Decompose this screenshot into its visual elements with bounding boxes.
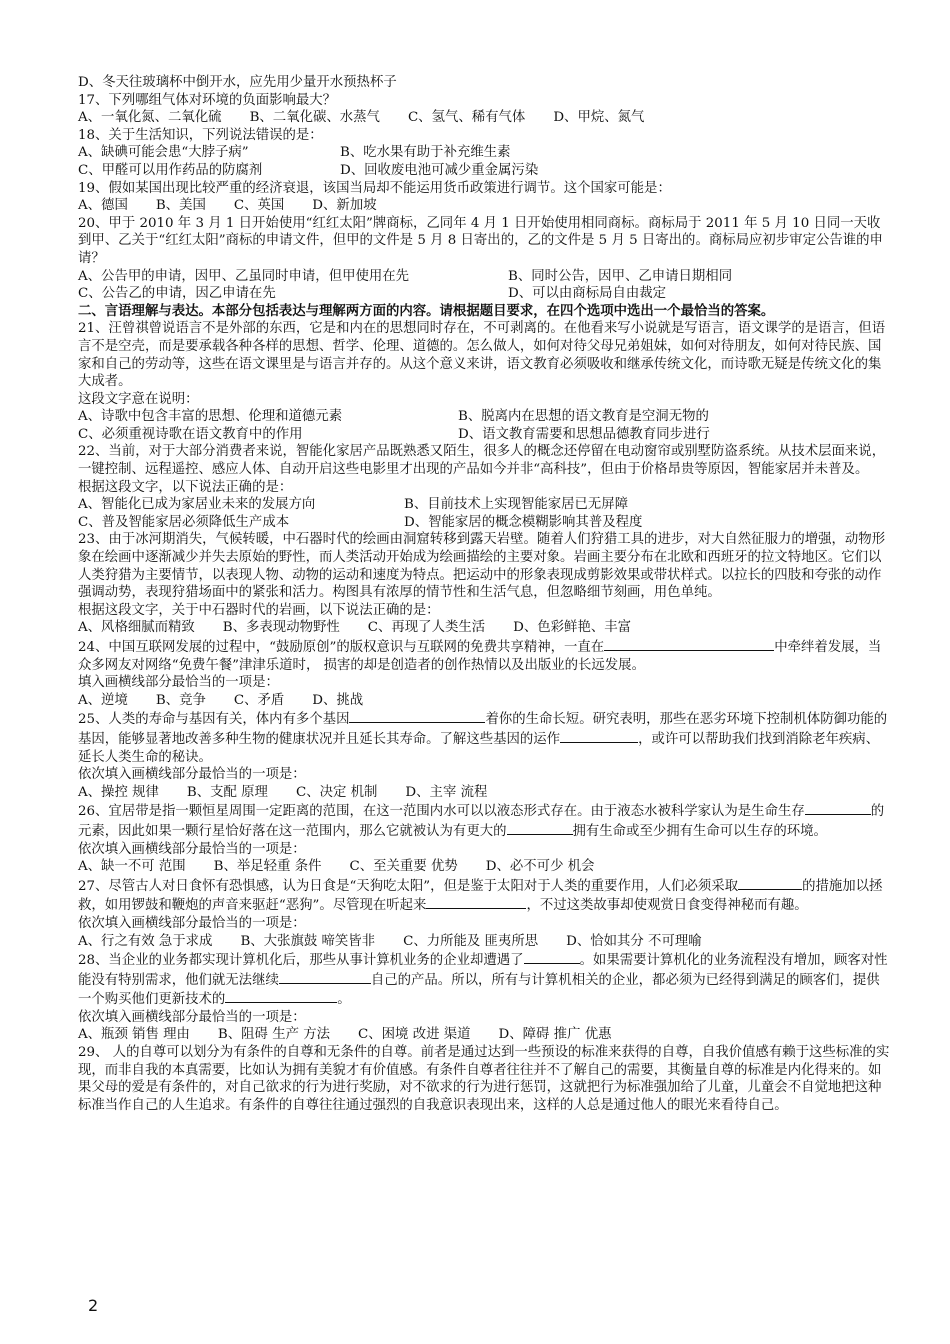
option-c: C、公告乙的申请，因乙申请在先 — [78, 286, 276, 302]
option-d: D、色彩鲜艳、丰富 — [513, 620, 632, 636]
question-27-text-2: 的措施加以拯救，如用锣鼓和鞭炮的声音来驱赶“恶狗”。尽管现在听起来 — [78, 878, 883, 914]
option-d: D、可以由商标局自由裁定 — [508, 286, 667, 302]
question-28-text-4: 。 — [337, 992, 351, 1008]
question-28-text-3: 自己的产品。所以，所有与计算机相关的企业，都必须为已经得到满足的顾客们，提供一个购买他们更新技术的 — [78, 972, 880, 1008]
question-17: 17、下列哪组气体对环境的负面影响最大？ — [78, 92, 337, 108]
option-b: B、多表现动物野性 — [222, 620, 340, 636]
option-c: C、困境 改进 渠道 — [358, 1027, 471, 1043]
question-21-options-ab — [78, 408, 890, 426]
question-22: 22、当前，对于大部分消费者来说，智能化家居产品既熟悉又陌生，很多人的概念还停留在电动窗帘或别墅防盗系统。从技术层面来说，一键控制、远程遥控、感应人体、自动开启这些电影里才出现的产品如今并非“高科技”，但由于价格昂贵等原因，智能家居并未普及。 — [78, 444, 886, 478]
question-28-prompt: 依次填入画横线部分最恰当的一项是： — [78, 1009, 306, 1025]
option-d: D、主宰 流程 — [405, 784, 488, 800]
question-23-options — [78, 619, 890, 637]
question-27 — [78, 876, 890, 915]
option-d: D、语文教育需要和思想品德教育同步进行 — [458, 426, 710, 442]
question-25-text-3: ，或许可以帮助我们找到消除老年疾病、延长人类生命的秘诀。 — [78, 731, 880, 765]
option-c: C、甲醛可以用作药品的防腐剂 — [78, 162, 263, 178]
question-28-options — [78, 1026, 890, 1044]
question-26 — [78, 801, 890, 840]
option-d: D、恰如其分 不可理喻 — [566, 933, 702, 949]
option-b: B、脱离内在思想的语文教育是空洞无物的 — [458, 409, 709, 425]
fill-blank — [349, 709, 485, 723]
question-25-text-2: 着你的生命长短。研究表明，那些在恶劣环境下控制机体防御功能的基因，能够显著地改善多种生物的健康状况并且延长其寿命。了解这些基因的运作 — [78, 712, 888, 747]
option-a: A、公告甲的申请，因甲、乙虽同时申请，但甲使用在先 — [78, 268, 410, 284]
option-a: A、逆境 — [78, 692, 128, 708]
question-28-text-2: 。如果需要计算机化的业务流程没有增加，顾客对性能没有特别需求，他们就无法继续 — [78, 953, 888, 988]
fill-blank — [805, 801, 871, 815]
question-27-prompt: 依次填入画横线部分最恰当的一项是： — [78, 915, 306, 931]
option-a: A、智能化已成为家居业未来的发展方向 — [78, 497, 316, 513]
fill-blank — [507, 821, 573, 835]
option-c: C、决定 机制 — [295, 784, 378, 800]
question-25 — [78, 709, 890, 766]
question-27-text-1: 27、尽管古人对日食怀有恐惧感，认为日食是“天狗吃太阳”，但是鉴于太阳对于人类的重要作用，人们必须采取 — [78, 878, 739, 894]
option-b: B、目前技术上实现智能家居已无屏障 — [404, 497, 629, 513]
question-24-prompt: 填入画横线部分最恰当的一项是： — [78, 675, 279, 691]
option-c: C、再现了人类生活 — [367, 620, 486, 636]
question-21-options-cd — [78, 426, 890, 444]
question-17-options — [78, 109, 890, 127]
question-25-prompt: 依次填入画横线部分最恰当的一项是： — [78, 767, 306, 783]
fill-blank — [225, 989, 337, 1003]
option-d: D、甲烷、氮气 — [553, 110, 645, 126]
question-27-options — [78, 933, 890, 951]
option-a: A、一氧化氮、二氧化硫 — [78, 110, 222, 126]
question-29: 29、 人的自尊可以划分为有条件的自尊和无条件的自尊。前者是通过达到一些预设的标准来获得的自尊，自我价值感有赖于这些标准的实现，而非自我的本真需要，比如认为拥有美貌才有价值感。有条件自尊者往往并不了解自己的需要，其衡量自尊的标准是内化得来的。如果父母的爱是有条件的，对自己欲求的行为进行奖励，对不欲求的行为进行惩罚，这就把行为标准强加给了儿童，儿童会不自觉地把这种标准当作自己的人生追求。有条件的自尊往往通过强烈的自我意识表现出来，这样的人总是通过他人的眼光来看待自己。 — [78, 1045, 890, 1113]
option-b: B、吃水果有助于补充维生素 — [340, 145, 511, 161]
option-a: A、缺碘可能会患“大脖子病” — [78, 145, 249, 161]
option-a: A、行之有效 急于求成 — [78, 933, 213, 949]
question-24-options — [78, 692, 890, 710]
option-a: A、风格细腻而精致 — [78, 620, 195, 636]
fill-blank — [738, 876, 802, 890]
option-b: B、支配 原理 — [186, 784, 268, 800]
question-23: 23、由于冰河期消失，气候转暖，中石器时代的绘画由洞窟转移到露天岩壁。随着人们狩猎工具的进步，对大自然征服力的增强，动物形象在绘画中逐渐减少并失去原始的野性，而人类活动开始成为绘画描绘的主要对象。岩画主要分布在北欧和西班牙的拉文特地区。它们以人类狩猎为主要情节，以表现人物、动物的运动和速度为特点。把运动中的形象表现成剪影效果或带状样式。以拉长的四肢和夸张的动作强调动势，表现狩猎场面中的紧张和活力。构图具有浓厚的情节性和生活气息，但忽略细节刻画，用色单纯。 — [78, 532, 886, 601]
question-23-prompt: 根据这段文字，关于中石器时代的岩画，以下说法正确的是： — [78, 602, 440, 618]
option-a: A、缺一不可 范围 — [78, 859, 186, 875]
document-page — [78, 74, 890, 1114]
question-20: 20、甲于 2010 年 3 月 1 日开始使用“红红太阳”牌商标，乙同年 4 月 1 日开始使用相同商标。商标局于 2011 年 5 月 10 日同一天收到甲、乙关于“红红太阳”商标的申请文件，但甲的文件是 5 月 8 日寄出的，乙的文件是 5 月 5 日寄出的。商标局应初步审定公告谁的申请？ — [78, 215, 883, 266]
question-25-options — [78, 784, 890, 802]
question-22-options-cd — [78, 514, 890, 532]
question-19-options — [78, 197, 890, 215]
question-20-options-ab — [78, 268, 890, 286]
option-d: D、智能家居的概念模糊影响其普及程度 — [404, 514, 643, 530]
option-b: B、竞争 — [155, 692, 206, 708]
option-d: D、回收废电池可减少重金属污染 — [340, 162, 539, 178]
question-24-text-2: 中牵绊着发展，当众多网友对网络“免费午餐”津津乐道时， 损害的却是创造者的创作热情以及出版业的长远发展。 — [78, 640, 882, 673]
option-b: B、阻碍 生产 方法 — [217, 1027, 331, 1043]
option-a: A、操控 规律 — [78, 784, 159, 800]
question-25-text-1: 25、人类的寿命与基因有关，体内有多个基因 — [78, 712, 350, 728]
option-d: D、障碍 推广 优惠 — [498, 1027, 612, 1043]
question-18-options-cd — [78, 162, 890, 180]
question-26-prompt: 依次填入画横线部分最恰当的一项是： — [78, 841, 306, 857]
question-26-options — [78, 858, 890, 876]
option-c: C、矛盾 — [233, 692, 285, 708]
fill-blank — [279, 970, 371, 984]
fill-blank — [426, 895, 526, 909]
option-a: A、诗歌中包含丰富的思想、伦理和道德元素 — [78, 409, 343, 425]
question-26-text-1: 26、宜居带是指一颗恒星周围一定距离的范围，在这一范围内水可以以液态形式存在。由于液态水被科学家认为是生命生存 — [78, 804, 805, 820]
question-21-prompt: 这段文字意在说明： — [78, 391, 199, 407]
option-line: D、冬天往玻璃杯中倒开水，应先用少量开水预热杯子 — [78, 75, 397, 90]
question-18-options-ab — [78, 144, 890, 162]
option-b: B、举足轻重 条件 — [213, 859, 322, 875]
option-c: C、氢气、稀有气体 — [407, 110, 526, 126]
fill-blank — [754, 637, 774, 651]
question-19: 19、假如某国出现比较严重的经济衰退，该国当局却不能运用货币政策进行调节。这个国家可能是： — [78, 180, 671, 196]
fill-blank — [604, 637, 754, 651]
question-27-text-3: ，不过这类故事却使观赏日食变得神秘而有趣。 — [526, 898, 808, 914]
question-22-options-ab — [78, 496, 890, 514]
option-a: A、瓶颈 销售 理由 — [78, 1027, 190, 1043]
question-26-text-3: 拥有生命或至少拥有生命可以生存的环境。 — [572, 823, 827, 839]
option-b: B、二氧化碳、水蒸气 — [249, 110, 380, 126]
question-24 — [78, 637, 890, 674]
option-b: B、美国 — [155, 198, 206, 214]
option-a: A、德国 — [78, 198, 128, 214]
question-20-options-cd — [78, 285, 890, 303]
option-d: D、新加坡 — [312, 198, 377, 214]
question-26-text-2: 的元素，因此如果一颗行星恰好落在这一范围内，那么它就被认为有更大的 — [78, 804, 885, 839]
fill-blank — [560, 729, 638, 743]
question-18: 18、关于生活知识，下列说法错误的是： — [78, 127, 323, 143]
option-c: C、至关重要 优势 — [349, 859, 458, 875]
option-c: C、普及智能家居必须降低生产成本 — [78, 514, 290, 530]
question-28 — [78, 950, 890, 1009]
page-number: 2 — [88, 1296, 99, 1315]
question-28-text-1: 28、当企业的业务都实现计算机化后，那些从事计算机业务的企业却遭遇了 — [78, 953, 524, 969]
option-c: C、力所能及 匪夷所思 — [403, 933, 539, 949]
fill-blank — [524, 950, 580, 964]
option-d: D、必不可少 机会 — [485, 859, 595, 875]
option-b: B、同时公告，因甲、乙申请日期相同 — [508, 268, 733, 284]
question-21: 21、汪曾祺曾说语言不是外部的东西，它是和内在的思想同时存在，不可剥离的。在他看来写小说就是写语言，语文课学的是语言，但语言不是空壳，而是要承载各种各样的思想、哲学、伦理、道德的。怎么做人，如何对待父母兄弟姐妹，如何对待朋友，如何对待民族、国家和自己的劳动等，这些在语文课里是与语言并存的。从这个意义来讲，语文教育必须吸收和继承传统文化，而诗歌无疑是传统文化的集大成者。 — [78, 321, 886, 390]
option-c: C、必须重视诗歌在语文教育中的作用 — [78, 426, 303, 442]
option-b: B、大张旗鼓 啼笑皆非 — [240, 933, 376, 949]
option-c: C、英国 — [233, 198, 285, 214]
option-d: D、挑战 — [312, 692, 364, 708]
question-22-prompt: 根据这段文字，以下说法正确的是： — [78, 479, 293, 495]
section-heading: 二、言语理解与表达。本部分包括表达与理解两方面的内容。请根据题目要求，在四个选项中选出一个最恰当的答案。 — [78, 302, 775, 319]
question-24-text-1: 24、中国互联网发展的过程中，“鼓励原创”的版权意识与互联网的免费共享精神，一直在 — [78, 640, 605, 655]
